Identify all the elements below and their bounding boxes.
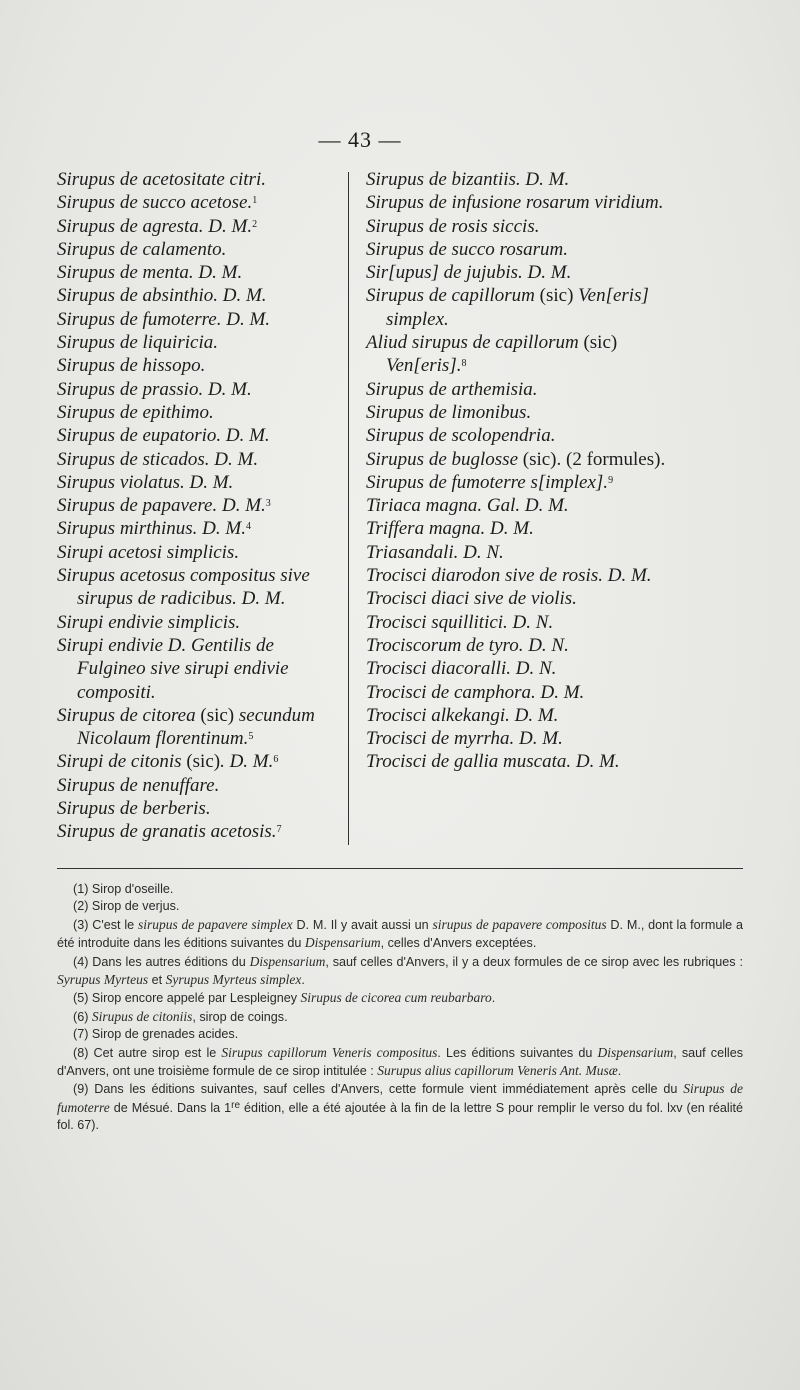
entry-text: Sirupus de bizantiis. D. M. bbox=[366, 169, 570, 190]
footnote: (6) Sirupus de citoniis, sirop de coings. bbox=[73, 1008, 288, 1024]
footnote-ref: 2 bbox=[252, 218, 258, 230]
entry-text: Sirupus de calamento. bbox=[57, 238, 227, 260]
list-entry bbox=[57, 471, 342, 494]
list-entry bbox=[366, 215, 666, 238]
list-entry bbox=[57, 168, 342, 191]
list-entry bbox=[366, 750, 666, 773]
entry-text: Trocisci squillitici. D. N. bbox=[366, 611, 554, 633]
entry-text: Sirupus de agresta. D. M. bbox=[57, 215, 253, 237]
entry-text: Sirupus de limonibus. bbox=[366, 401, 532, 423]
entry-text: Triffera magna. D. M. bbox=[366, 518, 534, 540]
list-entry bbox=[366, 587, 666, 610]
footnote: (2) Sirop de verjus. bbox=[73, 899, 180, 914]
entry-text: Sirupus de infusione rosarum viridium. bbox=[366, 192, 664, 214]
list-entry bbox=[57, 774, 342, 797]
list-entry bbox=[366, 191, 666, 214]
entry-text: Sirupus de granatis acetosis. bbox=[57, 821, 277, 843]
entry-text: Sirupus de eupatorio. D. M. bbox=[57, 425, 270, 447]
list-entry bbox=[366, 657, 666, 680]
column-divider bbox=[348, 172, 349, 845]
entry-text: Sirupus de arthemisia. bbox=[366, 378, 538, 400]
entry-text: Aliud sirupus de capillorum bbox=[366, 332, 584, 354]
entry-text: Sirupus de capillorum bbox=[366, 285, 540, 307]
list-entry bbox=[57, 215, 342, 238]
entry-text: Sirupus de berberis. bbox=[57, 798, 211, 820]
entry-note: (sic) bbox=[200, 704, 235, 726]
list-entry bbox=[57, 401, 342, 424]
entry-text: Sirupus de fumoterre. D. M. bbox=[57, 308, 271, 330]
list-entry bbox=[57, 517, 342, 540]
left-column bbox=[57, 168, 342, 844]
entry-text: Triasandali. D. N. bbox=[366, 541, 504, 563]
entry-text: Ven[eris]. bbox=[386, 355, 462, 377]
entry-text: Sirupus de acetositate citri. bbox=[57, 169, 266, 190]
entry-text: Sirupus de sticados. D. M. bbox=[57, 448, 259, 470]
entry-text: Trocisci alkekangi. D. M. bbox=[366, 704, 559, 726]
list-entry bbox=[366, 564, 666, 587]
list-entry bbox=[57, 797, 342, 820]
list-entry bbox=[57, 354, 342, 377]
list-entry bbox=[57, 541, 342, 564]
list-entry bbox=[366, 494, 666, 517]
entry-text: Sirupus de epithimo. bbox=[57, 401, 214, 423]
list-entry bbox=[366, 378, 666, 401]
list-entry bbox=[366, 471, 666, 494]
list-entry bbox=[57, 191, 342, 214]
list-entry bbox=[57, 331, 342, 354]
list-entry bbox=[366, 238, 666, 261]
entry-text: Trocisci diaci sive de violis. bbox=[366, 588, 577, 610]
list-entry bbox=[57, 564, 342, 611]
footnote: (8) Cet autre sirop est le Sirupus capillorum Veneris compositus. Les éditions suivantes du Dispensarium, sauf celles d'Anvers, ont une troisième formule de ce sirop intitulée : Surupus alius capillorum Veneris Ant. Musæ. bbox=[57, 1044, 743, 1079]
footnote-ref: 5 bbox=[248, 731, 254, 743]
entry-text: Sirupus de papavere. D. M. bbox=[57, 495, 266, 517]
footnote: (7) Sirop de grenades acides. bbox=[73, 1027, 239, 1042]
entry-text: Sirupi acetosi simplicis. bbox=[57, 541, 240, 563]
entry-text: Sirupus de fumoterre s[implex]. bbox=[366, 471, 609, 493]
list-entry bbox=[366, 517, 666, 540]
list-entry bbox=[57, 704, 342, 751]
entry-note: (sic). (2 formules). bbox=[522, 448, 666, 470]
entry-text: Sirupus de nenuffare. bbox=[57, 774, 220, 796]
footnote-ref: 3 bbox=[265, 498, 271, 510]
footnote: (9) Dans les éditions suivantes, sauf celles d'Anvers, cette formule vient immédiatement après celle du Sirupus de fumoterre de Mésué. Dans la 1re édition, elle a été ajoutée à la fin de la lettre S pour remplir le verso du fol. lxv (en réalité fol. 67). bbox=[57, 1081, 743, 1133]
entry-text: Trocisci de camphora. D. M. bbox=[366, 681, 585, 703]
footnote: (1) Sirop d'oseille. bbox=[73, 882, 174, 896]
list-entry bbox=[366, 727, 666, 750]
entry-text: Sirupus de citorea bbox=[57, 704, 201, 726]
list-entry bbox=[366, 634, 666, 657]
entry-text: Sirupus de hissopo. bbox=[57, 355, 206, 377]
entry-text: Sirupus de prassio. D. M. bbox=[57, 378, 252, 400]
list-entry bbox=[366, 611, 666, 634]
entry-text: Sirupus de liquiricia. bbox=[57, 332, 218, 354]
list-entry bbox=[57, 634, 342, 704]
footnote: (5) Sirop encore appelé par Lespleigney Sirupus de cicorea cum reubarbaro. bbox=[73, 990, 496, 1006]
list-entry bbox=[366, 448, 666, 471]
footnote-ref: 6 bbox=[273, 754, 279, 766]
entry-text: Sirupus de scolopendria. bbox=[366, 425, 556, 447]
footnote-ref: 8 bbox=[461, 358, 467, 370]
list-entry bbox=[57, 378, 342, 401]
list-entry bbox=[366, 681, 666, 704]
list-entry bbox=[366, 261, 666, 284]
entry-text: Sirupus mirthinus. D. M. bbox=[57, 518, 246, 540]
list-entry bbox=[57, 308, 342, 331]
entry-text: . D. M. bbox=[220, 751, 274, 773]
footnote: (3) C'est le sirupus de papavere simplex D. M. Il y avait aussi un sirupus de papavere compositus D. M., dont la formule a été introduite dans les éditions suivantes du Dispensarium, celles d'Anvers exceptées. bbox=[57, 916, 743, 951]
entry-note: (sic) bbox=[539, 285, 574, 307]
footnote-ref: 4 bbox=[245, 521, 251, 533]
entry-text: Sirupus acetosus compositus sive sirupus de radicibus. D. M. bbox=[57, 565, 310, 610]
list-entry bbox=[57, 750, 342, 773]
list-entry bbox=[57, 611, 342, 634]
list-entry bbox=[366, 331, 666, 378]
entry-note: (sic) bbox=[186, 751, 221, 773]
list-entry bbox=[366, 541, 666, 564]
entry-text: Ven[eris] simplex. bbox=[386, 285, 649, 330]
footnote-ref: 7 bbox=[276, 824, 282, 836]
list-entry bbox=[57, 448, 342, 471]
entry-text: secundum Nicolaum florentinum. bbox=[77, 704, 315, 750]
entry-text: Sirupi de citonis bbox=[57, 751, 187, 773]
list-entry bbox=[57, 238, 342, 261]
list-entry bbox=[366, 284, 666, 331]
right-column bbox=[366, 168, 666, 774]
entry-text: Trocisci de myrrha. D. M. bbox=[366, 728, 563, 750]
entry-text: Sirupus de succo acetose. bbox=[57, 192, 253, 214]
entry-note: (sic) bbox=[583, 332, 618, 354]
footnote-rule bbox=[57, 868, 743, 869]
entry-text: Sirupus de menta. D. M. bbox=[57, 262, 243, 284]
entry-text: Sirupi endivie D. Gentilis de Fulgineo sive sirupi endivie compositi. bbox=[57, 634, 289, 703]
footnotes bbox=[57, 881, 743, 1135]
entry-text: Sirupus de absinthio. D. M. bbox=[57, 285, 267, 307]
entry-text: Sirupus violatus. D. M. bbox=[57, 471, 234, 493]
list-entry bbox=[366, 424, 666, 447]
list-entry bbox=[57, 820, 342, 843]
list-entry bbox=[366, 168, 666, 191]
entry-text: Sir[upus] de jujubis. D. M. bbox=[366, 262, 572, 284]
entry-text: Sirupus de buglosse bbox=[366, 448, 523, 470]
list-entry bbox=[57, 424, 342, 447]
list-entry bbox=[57, 494, 342, 517]
list-entry bbox=[57, 261, 342, 284]
list-entry bbox=[366, 704, 666, 727]
footnote-ref: 1 bbox=[252, 195, 258, 207]
entry-text: Trocisci diacoralli. D. N. bbox=[366, 658, 557, 680]
footnote-ref: 9 bbox=[608, 474, 614, 486]
footnote: (4) Dans les autres éditions du Dispensarium, sauf celles d'Anvers, il y a deux formules de ce sirop avec les rubriques : Syrupus Myrteus et Syrupus Myrteus simplex. bbox=[57, 953, 743, 988]
entry-text: Trocisci de gallia muscata. D. M. bbox=[366, 751, 620, 773]
entry-text: Trocisci diarodon sive de rosis. D. M. bbox=[366, 565, 652, 587]
entry-text: Sirupus de succo rosarum. bbox=[366, 238, 568, 260]
entry-text: Tiriaca magna. Gal. D. M. bbox=[366, 495, 569, 517]
entry-text: Sirupi endivie simplicis. bbox=[57, 611, 241, 633]
list-entry bbox=[366, 401, 666, 424]
entry-text: Trociscorum de tyro. D. N. bbox=[366, 634, 569, 656]
list-entry bbox=[57, 284, 342, 307]
entry-text: Sirupus de rosis siccis. bbox=[366, 215, 540, 237]
page-number: — 43 — bbox=[318, 127, 402, 152]
